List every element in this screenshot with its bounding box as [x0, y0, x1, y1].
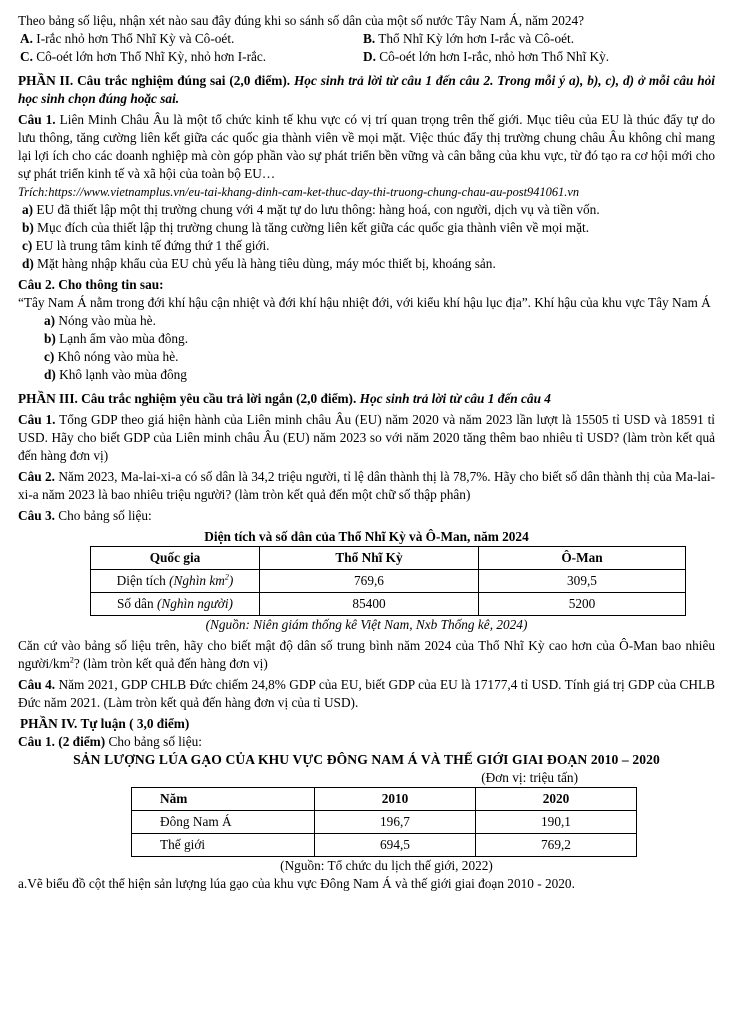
part2-q2-item-a: a) Nóng vào mùa hè.: [44, 313, 156, 328]
table1-source: (Nguồn: Niên giám thống kê Việt Nam, Nxb Thống kê, 2024): [205, 617, 528, 632]
part2-question-1-source: Trích:https://www.vietnamplus.vn/eu-tai-khang-dinh-cam-ket-thuc-day-thi-truong-chung-chau-au-post941061.vn: [18, 185, 580, 199]
part2-q2-item-d: d) Khô lạnh vào mùa đông: [44, 367, 187, 382]
option-b[interactable]: B. Thổ Nhĩ Kỳ lớn hơn I-rắc và Cô-oét.: [363, 31, 575, 46]
table-cell: 196,7: [315, 811, 476, 834]
table-cell: 769,2: [476, 834, 637, 857]
part2-question-2-quote: “Tây Nam Á nằm trong đới khí hậu cận nhiệt và đới khí hậu nhiệt đới, với kiểu khí hậu lục địa”. Khí hậu của khu vực Tây Nam Á: [18, 295, 711, 310]
table-row: [132, 834, 637, 857]
table-header-cell: Ô-Man: [479, 547, 686, 570]
table-cell: 5200: [479, 593, 686, 616]
table-header-cell: Năm: [132, 788, 315, 811]
table2-source: (Nguồn: Tổ chức du lịch thế giới, 2022): [280, 858, 493, 873]
part2-q1-item-a: a) EU đã thiết lập một thị trường chung với 4 mặt tự do lưu thông: hàng hoá, con người, dịch vụ và tiền vốn.: [22, 202, 600, 217]
table-header-cell: 2020: [476, 788, 637, 811]
table2-unit: (Đơn vị: triệu tấn): [481, 770, 578, 785]
table-header-cell: 2010: [315, 788, 476, 811]
table-row-label: Diện tích (Nghìn $km^2$): [91, 570, 260, 593]
part4-question-1a: a.Vẽ biểu đồ cột thể hiện sản lượng lúa gạo của khu vực Đông Nam Á và thế giới giai đoạn 2010 - 2020.: [18, 876, 575, 891]
part3-question-3: Câu 3. Cho bảng số liệu:: [18, 508, 152, 523]
table-row-label: Đông Nam Á: [132, 811, 315, 834]
table-row-label: Thế giới: [132, 834, 315, 857]
option-c[interactable]: C. Cô-oét lớn hơn Thổ Nhĩ Kỳ, nhỏ hơn I-rắc.: [20, 49, 267, 64]
table-cell: 190,1: [476, 811, 637, 834]
table-header-row: [132, 788, 637, 811]
part3-question-1: Câu 1. Tổng GDP theo giá hiện hành của Liên minh châu Âu (EU) năm 2020 và năm 2023 lần lượt là 15505 tỉ USD và 18591 tỉ USD. Hãy cho biết GDP của Liên minh châu Âu (EU) năm 2023 so với năm 2020 tăng thêm bao nhiêu tỉ USD? (làm tròn kết quả đến hàng đơn vị): [18, 412, 715, 463]
part2-q2-item-b: b) Lạnh ẩm vào mùa đông.: [44, 331, 189, 346]
option-a[interactable]: A. I-rắc nhỏ hơn Thổ Nhĩ Kỳ và Cô-oét.: [20, 31, 235, 46]
table-cell: 694,5: [315, 834, 476, 857]
table1: [90, 546, 686, 616]
part3-question-3-prompt: Căn cứ vào bảng số liệu trên, hãy cho biết mật độ dân số trung bình năm 2024 của Thổ Nhĩ Kỳ cao hơn của Ô-Man bao nhiêu người/$km^2$? (làm tròn kết quả đến hàng đơn vị): [18, 638, 715, 671]
table-cell: 309,5: [479, 570, 686, 593]
part2-q2-item-c: c) Khô nóng vào mùa hè.: [44, 349, 179, 364]
part3-question-4: Câu 4. Năm 2021, GDP CHLB Đức chiếm 24,8% GDP của EU, biết GDP của EU là 17177,4 tỉ USD. Tính giá trị GDP của CHLB Đức năm 2021. (Làm tròn kết quả đến hàng đơn vị của tỉ USD).: [18, 677, 715, 710]
question-stem: Theo bảng số liệu, nhận xét nào sau đây đúng khi so sánh số dân của một số nước Tây Nam Á, năm 2024?: [18, 13, 585, 28]
part3-question-2: Câu 2. Năm 2023, Ma-lai-xi-a có số dân là 34,2 triệu người, tỉ lệ dân thành thị là 78,7%. Hãy cho biết số dân thành thị của Ma-lai-xi-a năm 2023 là bao nhiêu triệu người? (làm tròn kết quả đến một chữ số thập phân): [18, 469, 715, 502]
table-header-cell: Thổ Nhĩ Kỳ: [260, 547, 479, 570]
option-d[interactable]: D. Cô-oét lớn hơn I-rắc, nhỏ hơn Thổ Nhĩ Kỳ.: [363, 49, 610, 64]
table-row: [132, 811, 637, 834]
table2: [131, 787, 637, 857]
answer-options: [18, 30, 715, 66]
table-header-row: [91, 547, 686, 570]
part3-heading: PHẦN III. Câu trắc nghiệm yêu cầu trả lời ngắn (2,0 điểm). Học sinh trả lời từ câu 1 đến câu 4: [18, 391, 551, 406]
table-row-label: Số dân (Nghìn người): [91, 593, 260, 616]
part2-question-2: Câu 2. Cho thông tin sau:: [18, 277, 164, 292]
table-cell: 769,6: [260, 570, 479, 593]
table1-title: Diện tích và số dân của Thổ Nhĩ Kỳ và Ô-Man, năm 2024: [204, 529, 529, 544]
part2-q1-item-c: c) EU là trung tâm kinh tế đứng thứ 1 thế giới.: [22, 238, 270, 253]
table2-title: SẢN LƯỢNG LÚA GẠO CỦA KHU VỰC ĐÔNG NAM Á VÀ THẾ GIỚI GIAI ĐOẠN 2010 – 2020: [73, 752, 660, 767]
table-row: [91, 593, 686, 616]
table-header-cell: Quốc gia: [91, 547, 260, 570]
part4-heading: PHẦN IV. Tự luận ( 3,0 điểm): [20, 716, 190, 731]
part2-q1-item-d: d) Mặt hàng nhập khẩu của EU chủ yếu là hàng tiêu dùng, máy móc thiết bị, khoáng sản.: [22, 256, 496, 271]
part2-heading: PHẦN II. Câu trắc nghiệm đúng sai (2,0 điểm). Học sinh trả lời từ câu 1 đến câu 2. Trong mỗi ý a), b), c), d) ở mỗi câu hỏi học sinh chọn đúng hoặc sai.: [18, 73, 716, 106]
table-cell: 85400: [260, 593, 479, 616]
part2-question-1: Câu 1. Liên Minh Châu Âu là một tổ chức kinh tế khu vực có vị trí quan trọng trên thế giới. Mục tiêu của EU là thúc đẩy tự do lưu thông, tăng cường liên kết giữa các quốc gia thành viên về mọi mặt. Việc thúc đẩy thị trường chung châu Âu không chỉ mang lại lợi ích cho các doanh nghiệp mà còn góp phần vào sự phát triển bền vững và cân bằng của khu vực, từ đó tạo ra cơ hội mới cho sự phát triển kinh tế và xã hội của toàn bộ EU…: [18, 112, 715, 181]
part4-question-1: Câu 1. (2 điểm) Cho bảng số liệu:: [18, 734, 202, 749]
table-row: [91, 570, 686, 593]
part2-q1-item-b: b) Mục đích của thiết lập thị trường chung là tăng cường liên kết giữa các quốc gia thành viên về mọi mặt.: [22, 220, 590, 235]
